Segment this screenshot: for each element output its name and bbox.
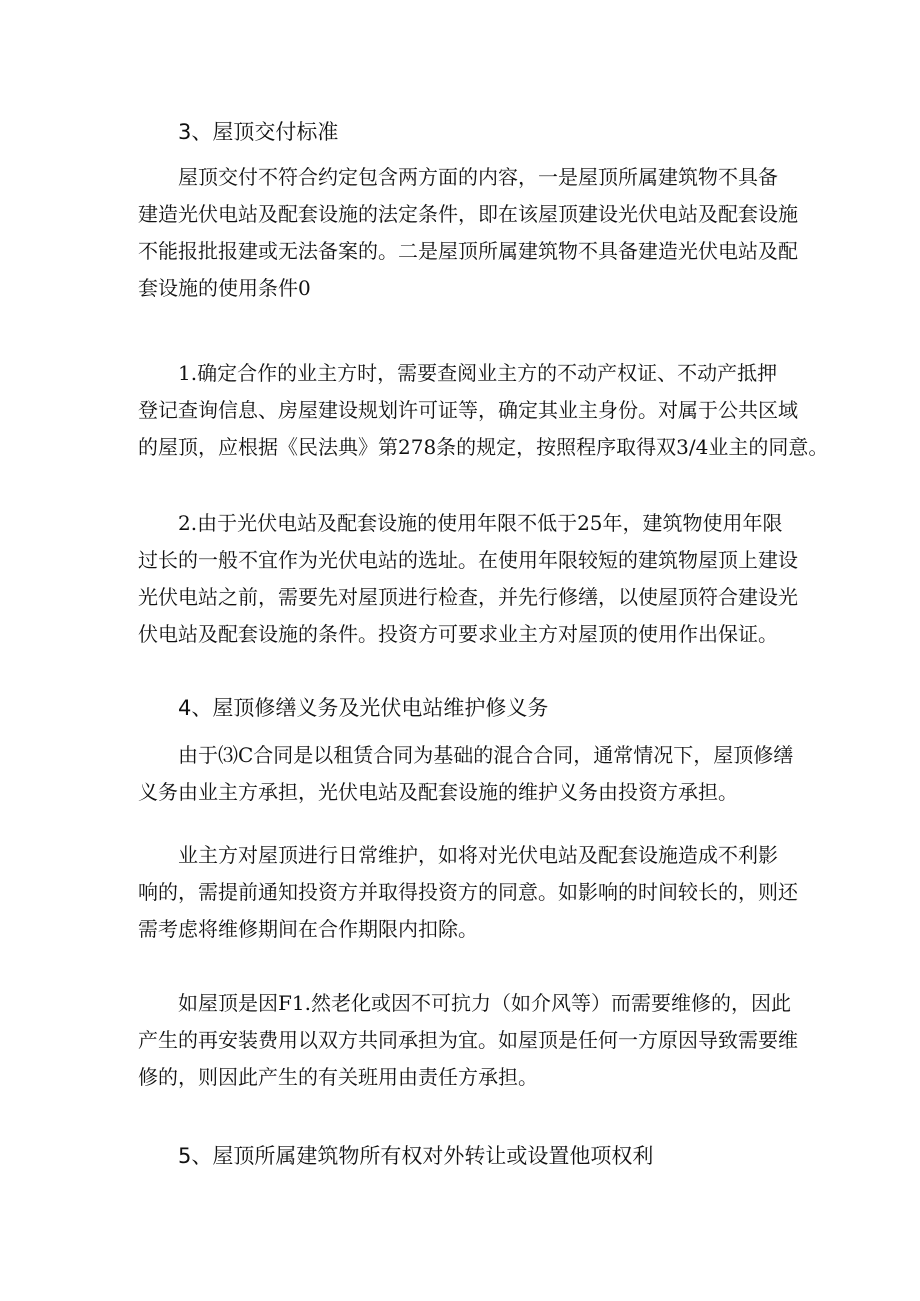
paragraph-line: 屋顶交付不符合约定包含两方面的内容，一是屋顶所属建筑物不具备 (178, 165, 778, 189)
paragraph-line: 义务由业主方承担，光伏电站及配套设施的维护义务由投资方承担。 (138, 780, 738, 804)
paragraph-line: 2.由于光伏电站及配套设施的使用年限不低于25年，建筑物使用年限 (178, 511, 783, 535)
paragraph-line: 的屋顶，应根据《民法典》第278条的规定，按照程序取得双3/4业主的同意。 (138, 435, 829, 459)
paragraph-line: 过长的一般不宜作为光伏电站的选址。在使用年限较短的建筑物屋顶上建设 (138, 548, 798, 572)
section-3-paragraph-2 (138, 355, 829, 466)
section-3-paragraph-1 (138, 159, 798, 307)
section-5-heading: 5、屋顶所属建筑物所有权对外转让或设置他项权利 (178, 1144, 654, 1168)
paragraph-line: 产生的再安装费用以双方共同承担为宜。如屋顶是任何一方原因导致需要维 (138, 1028, 798, 1052)
paragraph-line: 1.确定合作的业主方时，需要查阅业主方的不动产权证、不动产抵押 (178, 361, 778, 385)
paragraph-line: 修的，则因此产生的有关班用由责任方承担。 (138, 1065, 538, 1089)
paragraph-line: 登记查询信息、房屋建设规划许可证等，确定其业主身份。对属于公共区域 (138, 398, 798, 422)
paragraph-line: 伏电站及配套设施的条件。投资方可要求业主方对屋顶的使用作出保证。 (138, 622, 778, 646)
paragraph-line: 响的，需提前通知投资方并取得投资方的同意。如影响的时间较长的，则还 (138, 880, 798, 904)
section-4-paragraph-1 (138, 737, 794, 811)
paragraph-line: 建造光伏电站及配套设施的法定条件，即在该屋顶建设光伏电站及配套设施 (138, 202, 798, 226)
section-3-paragraph-3 (138, 505, 798, 653)
paragraph-line: 由于⑶C合同是以租赁合同为基础的混合合同，通常情况下，屋顶修缮 (178, 743, 794, 767)
paragraph-line: 业主方对屋顶进行日常维护，如将对光伏电站及配套设施造成不利影 (178, 843, 778, 867)
section-4-paragraph-3 (138, 985, 798, 1096)
section-4-paragraph-2 (138, 837, 798, 948)
paragraph-line: 需考虑将维修期间在合作期限内扣除。 (138, 917, 478, 941)
section-3-heading: 3、屋顶交付标准 (178, 120, 339, 144)
paragraph-line: 光伏电站之前，需要先对屋顶进行检查，并先行修缮，以使屋顶符合建设光 (138, 585, 798, 609)
paragraph-line: 不能报批报建或无法备案的。二是屋顶所属建筑物不具备建造光伏电站及配 (138, 239, 798, 263)
paragraph-line: 如屋顶是因F1.然老化或因不可抗力（如介风等）而需要维修的，因此 (178, 991, 791, 1015)
paragraph-line: 套设施的使用条件0 (138, 276, 311, 300)
section-4-heading: 4、屋顶修缮义务及光伏电站维护修义务 (178, 696, 549, 720)
